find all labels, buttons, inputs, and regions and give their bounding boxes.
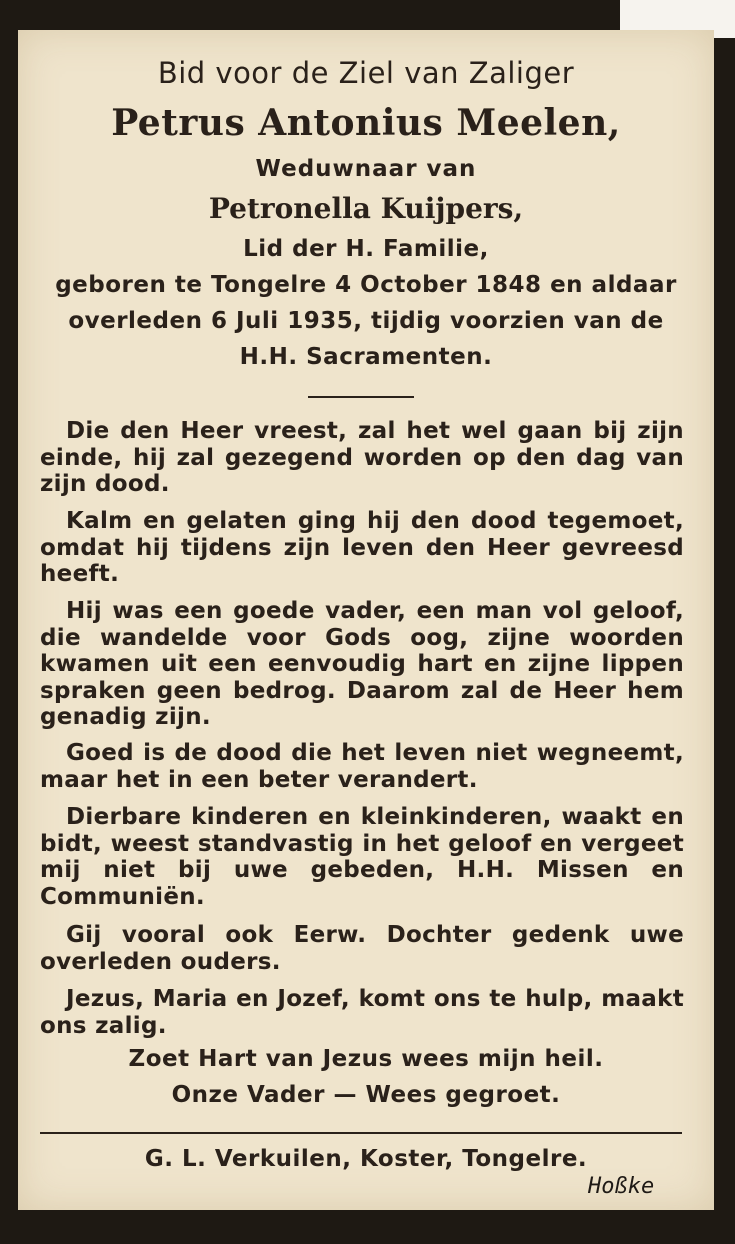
printer-credit: G. L. Verkuilen, Koster, Tongelre. [144, 1146, 588, 1172]
paragraph [40, 598, 684, 731]
deceased-name: Petrus Antonius Meelen, [111, 102, 621, 144]
paragraph [40, 418, 684, 498]
paragraph-text: Kalm en gelaten ging hij den dood tegemoet, omdat hij tijdens zijn leven den Heer gevreesd heeft. [40, 508, 684, 587]
short-divider [308, 396, 414, 398]
membership-line: Lid der H. Familie, [243, 236, 489, 262]
sacraments-line: H.H. Sacramenten. [239, 344, 493, 370]
spouse-name: Petronella Kuijpers, [208, 192, 524, 225]
paragraph-text: Jezus, Maria en Jozef, komt ons te hulp, maakt ons zalig. [40, 986, 684, 1039]
footer-divider [40, 1132, 682, 1134]
closing-prayer: Onze Vader — Wees gegroet. [171, 1082, 561, 1108]
death-line: overleden 6 Juli 1935, tijdig voorzien van de [68, 308, 664, 334]
paragraph-text: Dierbare kinderen en kleinkinderen, waakt en bidt, weest standvastig in het geloof en vergeet mij niet bij uwe gebeden, H.H. Missen en Communiën. [40, 804, 684, 910]
paragraph-text: Die den Heer vreest, zal het wel gaan bij zijn einde, hij zal gezegend worden op den dag van zijn dood. [40, 418, 684, 497]
paragraph-text: Hij was een goede vader, een man vol geloof, die wandelde voor Gods oog, zijne woorden kwamen uit een eenvoudig hart en zijne lippen spraken geen bedrog. Daarom zal de Heer hem genadig zijn. [40, 598, 684, 730]
paragraph-text: Goed is de dood die het leven niet wegneemt, maar het in een beter verandert. [40, 740, 684, 793]
handwritten-signature: Hoßke [588, 1174, 655, 1199]
paragraph [40, 986, 684, 1039]
birth-line: geboren te Tongelre 4 October 1848 en aldaar [55, 272, 677, 298]
invocation-line: Bid voor de Ziel van Zaliger [157, 56, 575, 90]
paragraph [40, 804, 684, 910]
paragraph-text: Gij vooral ook Eerw. Dochter gedenk uwe overleden ouders. [40, 922, 684, 975]
widower-line: Weduwnaar van [255, 156, 477, 182]
prayer-card [18, 30, 714, 1210]
paragraph [40, 922, 684, 975]
paragraph [40, 508, 684, 588]
closing-prayer: Zoet Hart van Jezus wees mijn heil. [128, 1046, 604, 1072]
paragraph [40, 740, 684, 793]
